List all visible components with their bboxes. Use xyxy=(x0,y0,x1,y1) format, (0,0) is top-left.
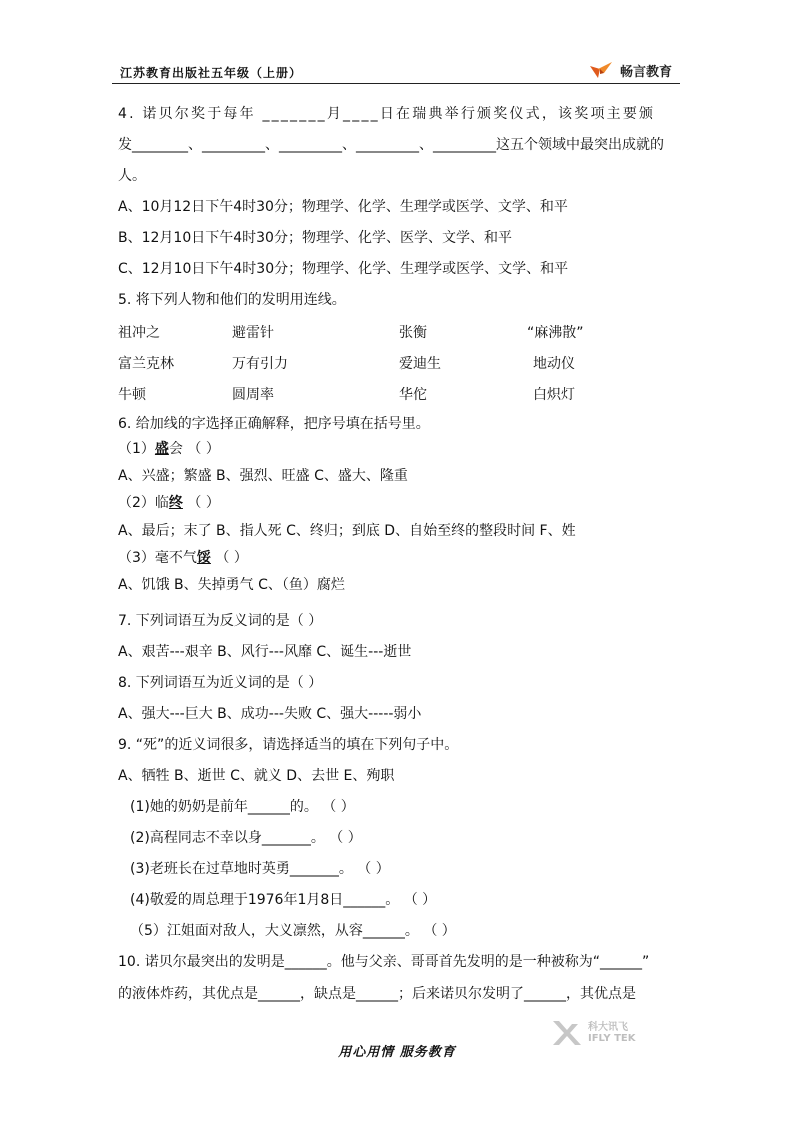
q5-invention: 避雷针 xyxy=(232,325,274,341)
iflytek-x-icon xyxy=(550,1018,584,1048)
q5-person: 富兰克林 xyxy=(118,356,174,372)
q4-line3: 人。 xyxy=(118,168,146,184)
q4-line1: 4. 诺贝尔奖于每年 _______月____日在瑞典举行颁奖仪式，该奖项主要颁 xyxy=(118,106,656,122)
q5-person: 爱迪生 xyxy=(399,356,441,372)
q9-options: A、牺牲 B、逝世 C、就义 D、去世 E、殉职 xyxy=(118,768,395,784)
q5-invention: 万有引力 xyxy=(232,356,288,372)
q6-item-2-options: A、最后；末了 B、指人死 C、终归；到底 D、自始至终的整段时间 F、姓 xyxy=(118,523,576,539)
q6-item-3-marked: 馁 xyxy=(196,550,211,566)
q5-invention: 圆周率 xyxy=(232,387,274,403)
q6-item-2-suffix: （ ） xyxy=(182,495,220,511)
q5-person: 祖冲之 xyxy=(118,325,160,341)
q10-line2: 的液体炸药，其优点是______，缺点是______；后来诺贝尔发明了______，其优点是 xyxy=(118,986,636,1002)
q6-item-1-prefix: （1） xyxy=(118,441,155,457)
footer-slogan: 用心用情 服务教育 xyxy=(338,1045,456,1060)
logo-cn-text: 科大讯飞 xyxy=(588,1022,628,1033)
bird-logo-icon xyxy=(588,60,614,80)
q9-sentence-3: (3)老班长在过草地时英勇_______。 （ ） xyxy=(130,861,390,877)
q9-sentence-2: (2)高程同志不幸以身_______。 （ ） xyxy=(130,830,362,846)
q5-invention: 白炽灯 xyxy=(533,387,575,403)
q5-invention: “麻沸散” xyxy=(527,325,584,341)
q9-sentence-1: (1)她的奶奶是前年______的。 （ ） xyxy=(130,799,355,815)
q6-item-1-options: A、兴盛；繁盛 B、强烈、旺盛 C、盛大、隆重 xyxy=(118,468,408,484)
q6-item-1 xyxy=(118,440,220,458)
q7-prompt: 7. 下列词语互为反义词的是（ ） xyxy=(118,613,323,629)
q4-option-b: B、12月10日下午4时30分；物理学、化学、医学、文学、和平 xyxy=(118,230,512,246)
q9-sentence-4: (4)敬爱的周总理于1976年1月8日______。 （ ） xyxy=(130,892,437,908)
q6-item-3-options: A、饥饿 B、失掉勇气 C、（鱼）腐烂 xyxy=(118,577,345,593)
q6-item-3-suffix: （ ） xyxy=(210,550,248,566)
header-divider xyxy=(112,83,680,84)
q8-prompt: 8. 下列词语互为近义词的是（ ） xyxy=(118,675,323,691)
q5-person: 华佗 xyxy=(399,387,427,403)
q6-item-2 xyxy=(118,494,220,512)
q6-item-2-prefix: （2）临 xyxy=(118,495,169,511)
q5-person: 牛顿 xyxy=(118,387,146,403)
q4-option-a: A、10月12日下午4时30分；物理学、化学、生理学或医学、文学、和平 xyxy=(118,199,568,215)
q10-line1: 10. 诺贝尔最突出的发明是______。他与父亲、哥哥首先发明的是一种被称为“______” xyxy=(118,954,650,970)
q8-options: A、强大---巨大 B、成功---失败 C、强大-----弱小 xyxy=(118,706,422,722)
brand-name: 畅言教育 xyxy=(619,64,672,80)
logo-en-text: IFLY TEK xyxy=(588,1033,636,1044)
q5-invention: 地动仪 xyxy=(533,356,575,372)
header-title: 江苏教育出版社五年级（上册） xyxy=(120,66,303,80)
q9-prompt: 9. “死”的近义词很多，请选择适当的填在下列句子中。 xyxy=(118,737,459,753)
q5-person: 张衡 xyxy=(399,325,427,341)
brand xyxy=(588,58,672,82)
q6-item-1-suffix: 会 （ ） xyxy=(168,441,220,457)
q6-prompt: 6. 给加线的字选择正确解释，把序号填在括号里。 xyxy=(118,416,430,432)
page-header xyxy=(112,58,680,84)
q4-line2: 发________、_________、_________、_________、_________这五个领域中最突出成就的 xyxy=(118,137,664,153)
q7-options: A、艰苦---艰辛 B、风行---风靡 C、诞生---逝世 xyxy=(118,644,412,660)
q6-item-3 xyxy=(118,549,248,567)
q6-item-1-marked: 盛 xyxy=(154,441,169,457)
q9-sentence-5: （5）江姐面对敌人，大义凛然，从容______。 （ ） xyxy=(130,923,456,939)
q5-prompt: 5. 将下列人物和他们的发明用连线。 xyxy=(118,292,346,308)
q6-item-3-prefix: （3）毫不气 xyxy=(118,550,197,566)
q4-option-c: C、12月10日下午4时30分；物理学、化学、生理学或医学、文学、和平 xyxy=(118,261,569,277)
q6-item-2-marked: 终 xyxy=(168,495,183,511)
iflytek-logo xyxy=(550,1018,636,1048)
